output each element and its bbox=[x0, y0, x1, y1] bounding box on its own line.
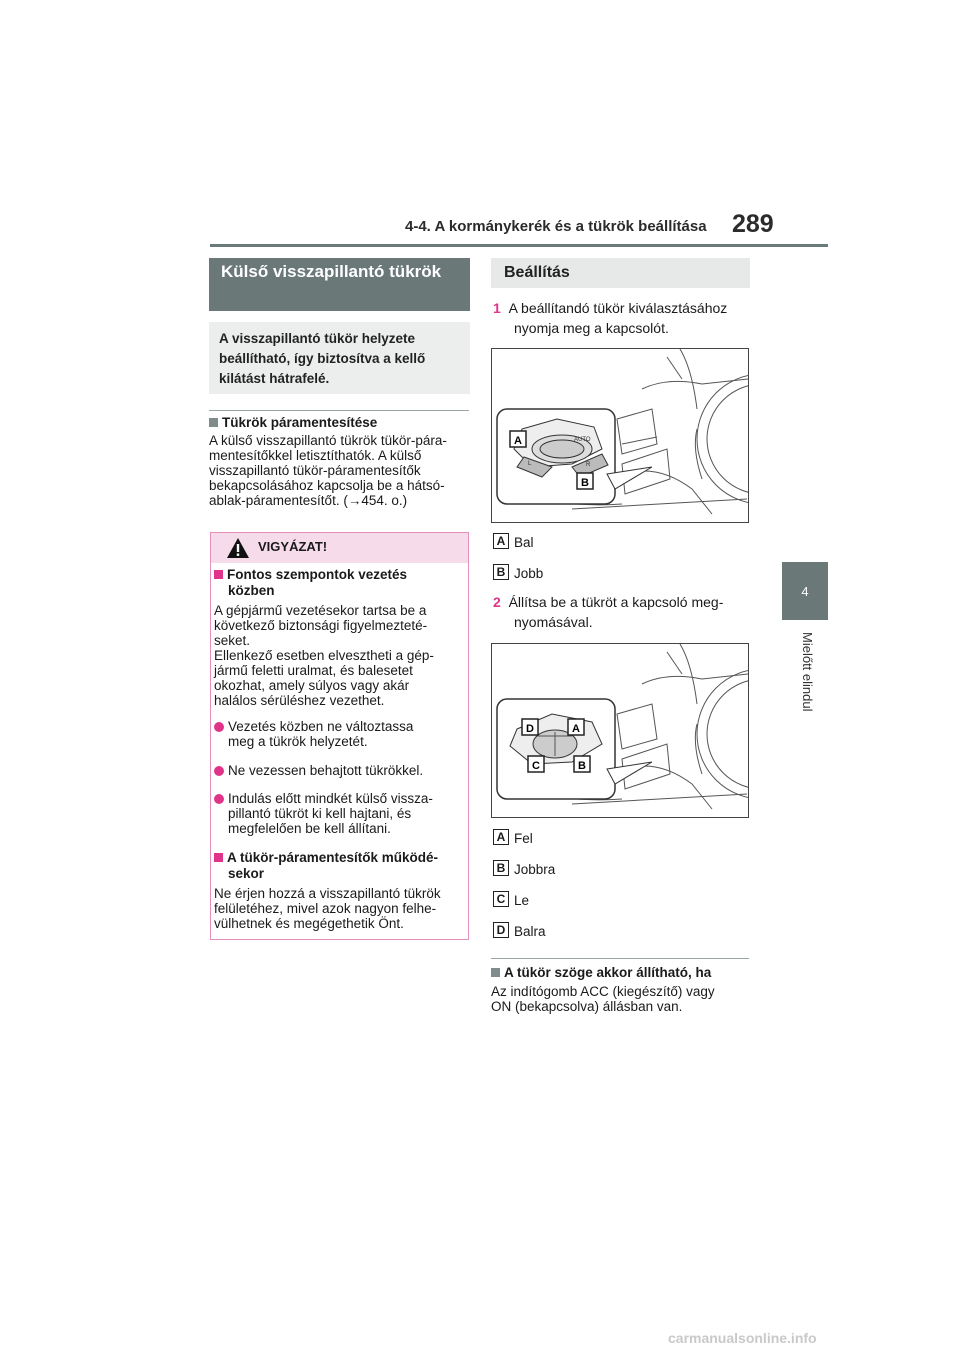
figure-label-b: B bbox=[578, 760, 586, 772]
svg-text:R: R bbox=[586, 462, 591, 468]
legend-text: Balra bbox=[514, 924, 546, 939]
note-text: Az indítógomb ACC (kiegészítő) vagy ON (bekapcsolva) állásban van. bbox=[491, 984, 715, 1014]
step-number: 2 bbox=[493, 594, 501, 610]
step-2: 2 Állítsa be a tükröt a kapcsoló meg- nyomásával. bbox=[493, 594, 724, 630]
chapter-tab[interactable] bbox=[782, 562, 828, 620]
warning-driving-text: A gépjármű vezetésekor tartsa be a következő biztonsági figyelmezteté- seket. Ellenkező esetben elvesztheti a gép- jármű feletti uralmat, és balesetet okozhat, amely súlyos vagy akár halálos sérüléshez vezethet. bbox=[214, 603, 434, 708]
mirror-switch-illustration bbox=[492, 349, 748, 522]
figure-label-d: D bbox=[526, 723, 534, 735]
figure-mirror-select bbox=[491, 348, 749, 523]
circle-bullet-icon bbox=[214, 766, 224, 776]
divider bbox=[491, 958, 749, 959]
heading-adjustment: Beállítás bbox=[491, 258, 750, 288]
intro-box: A visszapillantó tükör helyzete beállítható, így biztosítva a kellő kilátást hátrafelé. bbox=[209, 322, 470, 394]
legend-item-b-right: B bbox=[493, 563, 509, 581]
chapter-number: 4 bbox=[801, 583, 809, 599]
legend-item-b-right: B bbox=[493, 859, 509, 877]
step-number: 1 bbox=[493, 300, 501, 316]
divider bbox=[209, 410, 469, 411]
step-1: 1 A beállítandó tükör kiválasztásához nyomja meg a kapcsolót. bbox=[493, 300, 728, 336]
square-bullet-icon bbox=[209, 418, 218, 427]
page-number: 289 bbox=[732, 210, 774, 238]
legend-item-a-left: A bbox=[493, 532, 509, 550]
warning-bullet-1: Vezetés közben ne változtassa meg a tükrök helyzetét. bbox=[214, 719, 413, 749]
legend-text: Bal bbox=[514, 535, 534, 550]
defog-text: A külső visszapillantó tükrök tükör-pára- mentesítőkkel letisztíthatók. A külső visszapillantó tükör-páramentesítők bekapcsolásához kapcsolja be a hátsó- ablak-páramentesítőt. (→454. o.) bbox=[209, 433, 447, 508]
legend-text: Jobb bbox=[514, 566, 544, 581]
warning-subheading-defog: A tükör-páramentesítők működé- sekor bbox=[214, 850, 438, 882]
figure-mirror-adjust bbox=[491, 643, 749, 818]
legend-item-d-left: D bbox=[493, 921, 509, 939]
figure-label-a: A bbox=[514, 435, 522, 447]
warning-bullet-3: Indulás előtt mindkét külső vissza- pillantó tükröt ki kell hajtani, és megfelelően be kell állítani. bbox=[214, 791, 433, 836]
svg-text:L: L bbox=[528, 461, 532, 467]
figure-label-c: C bbox=[532, 760, 540, 772]
circle-bullet-icon bbox=[214, 794, 224, 804]
square-bullet-icon bbox=[214, 853, 223, 862]
defog-subheading: Tükrök páramentesítése bbox=[209, 415, 377, 431]
square-bullet-icon bbox=[491, 968, 500, 977]
legend-text: Fel bbox=[514, 831, 533, 846]
figure-label-b: B bbox=[581, 477, 589, 489]
legend-item-a-up: A bbox=[493, 828, 509, 846]
warning-title: VIGYÁZAT! bbox=[258, 539, 328, 554]
figure-label-a: A bbox=[572, 723, 580, 735]
note-subheading: A tükör szöge akkor állítható, ha bbox=[491, 965, 711, 981]
watermark: carmanualsonline.info bbox=[668, 1330, 817, 1346]
warning-subheading-driving: Fontos szempontok vezetés közben bbox=[214, 567, 407, 599]
legend-text: Le bbox=[514, 893, 530, 908]
square-bullet-icon bbox=[214, 570, 223, 579]
chapter-label: Mielőtt elindul bbox=[800, 632, 815, 712]
warning-bullet-2: Ne vezessen behajtott tükrökkel. bbox=[214, 763, 423, 778]
legend-text: Jobbra bbox=[514, 862, 556, 877]
mirror-switch-direction-illustration bbox=[492, 644, 748, 817]
warning-triangle-icon bbox=[226, 537, 250, 559]
warning-defog-text: Ne érjen hozzá a visszapillantó tükrök felületéhez, mivel azok nagyon felhe- vülhetnek és megégethetik Önt. bbox=[214, 886, 441, 931]
circle-bullet-icon bbox=[214, 722, 224, 732]
svg-text:AUTO: AUTO bbox=[574, 437, 591, 443]
section-title: 4-4. A kormánykerék és a tükrök beállítása bbox=[405, 218, 707, 235]
heading-outer-mirrors: Külső visszapillantó tükrök bbox=[209, 258, 470, 311]
header-rule bbox=[210, 244, 828, 247]
legend-item-c-down: C bbox=[493, 890, 509, 908]
